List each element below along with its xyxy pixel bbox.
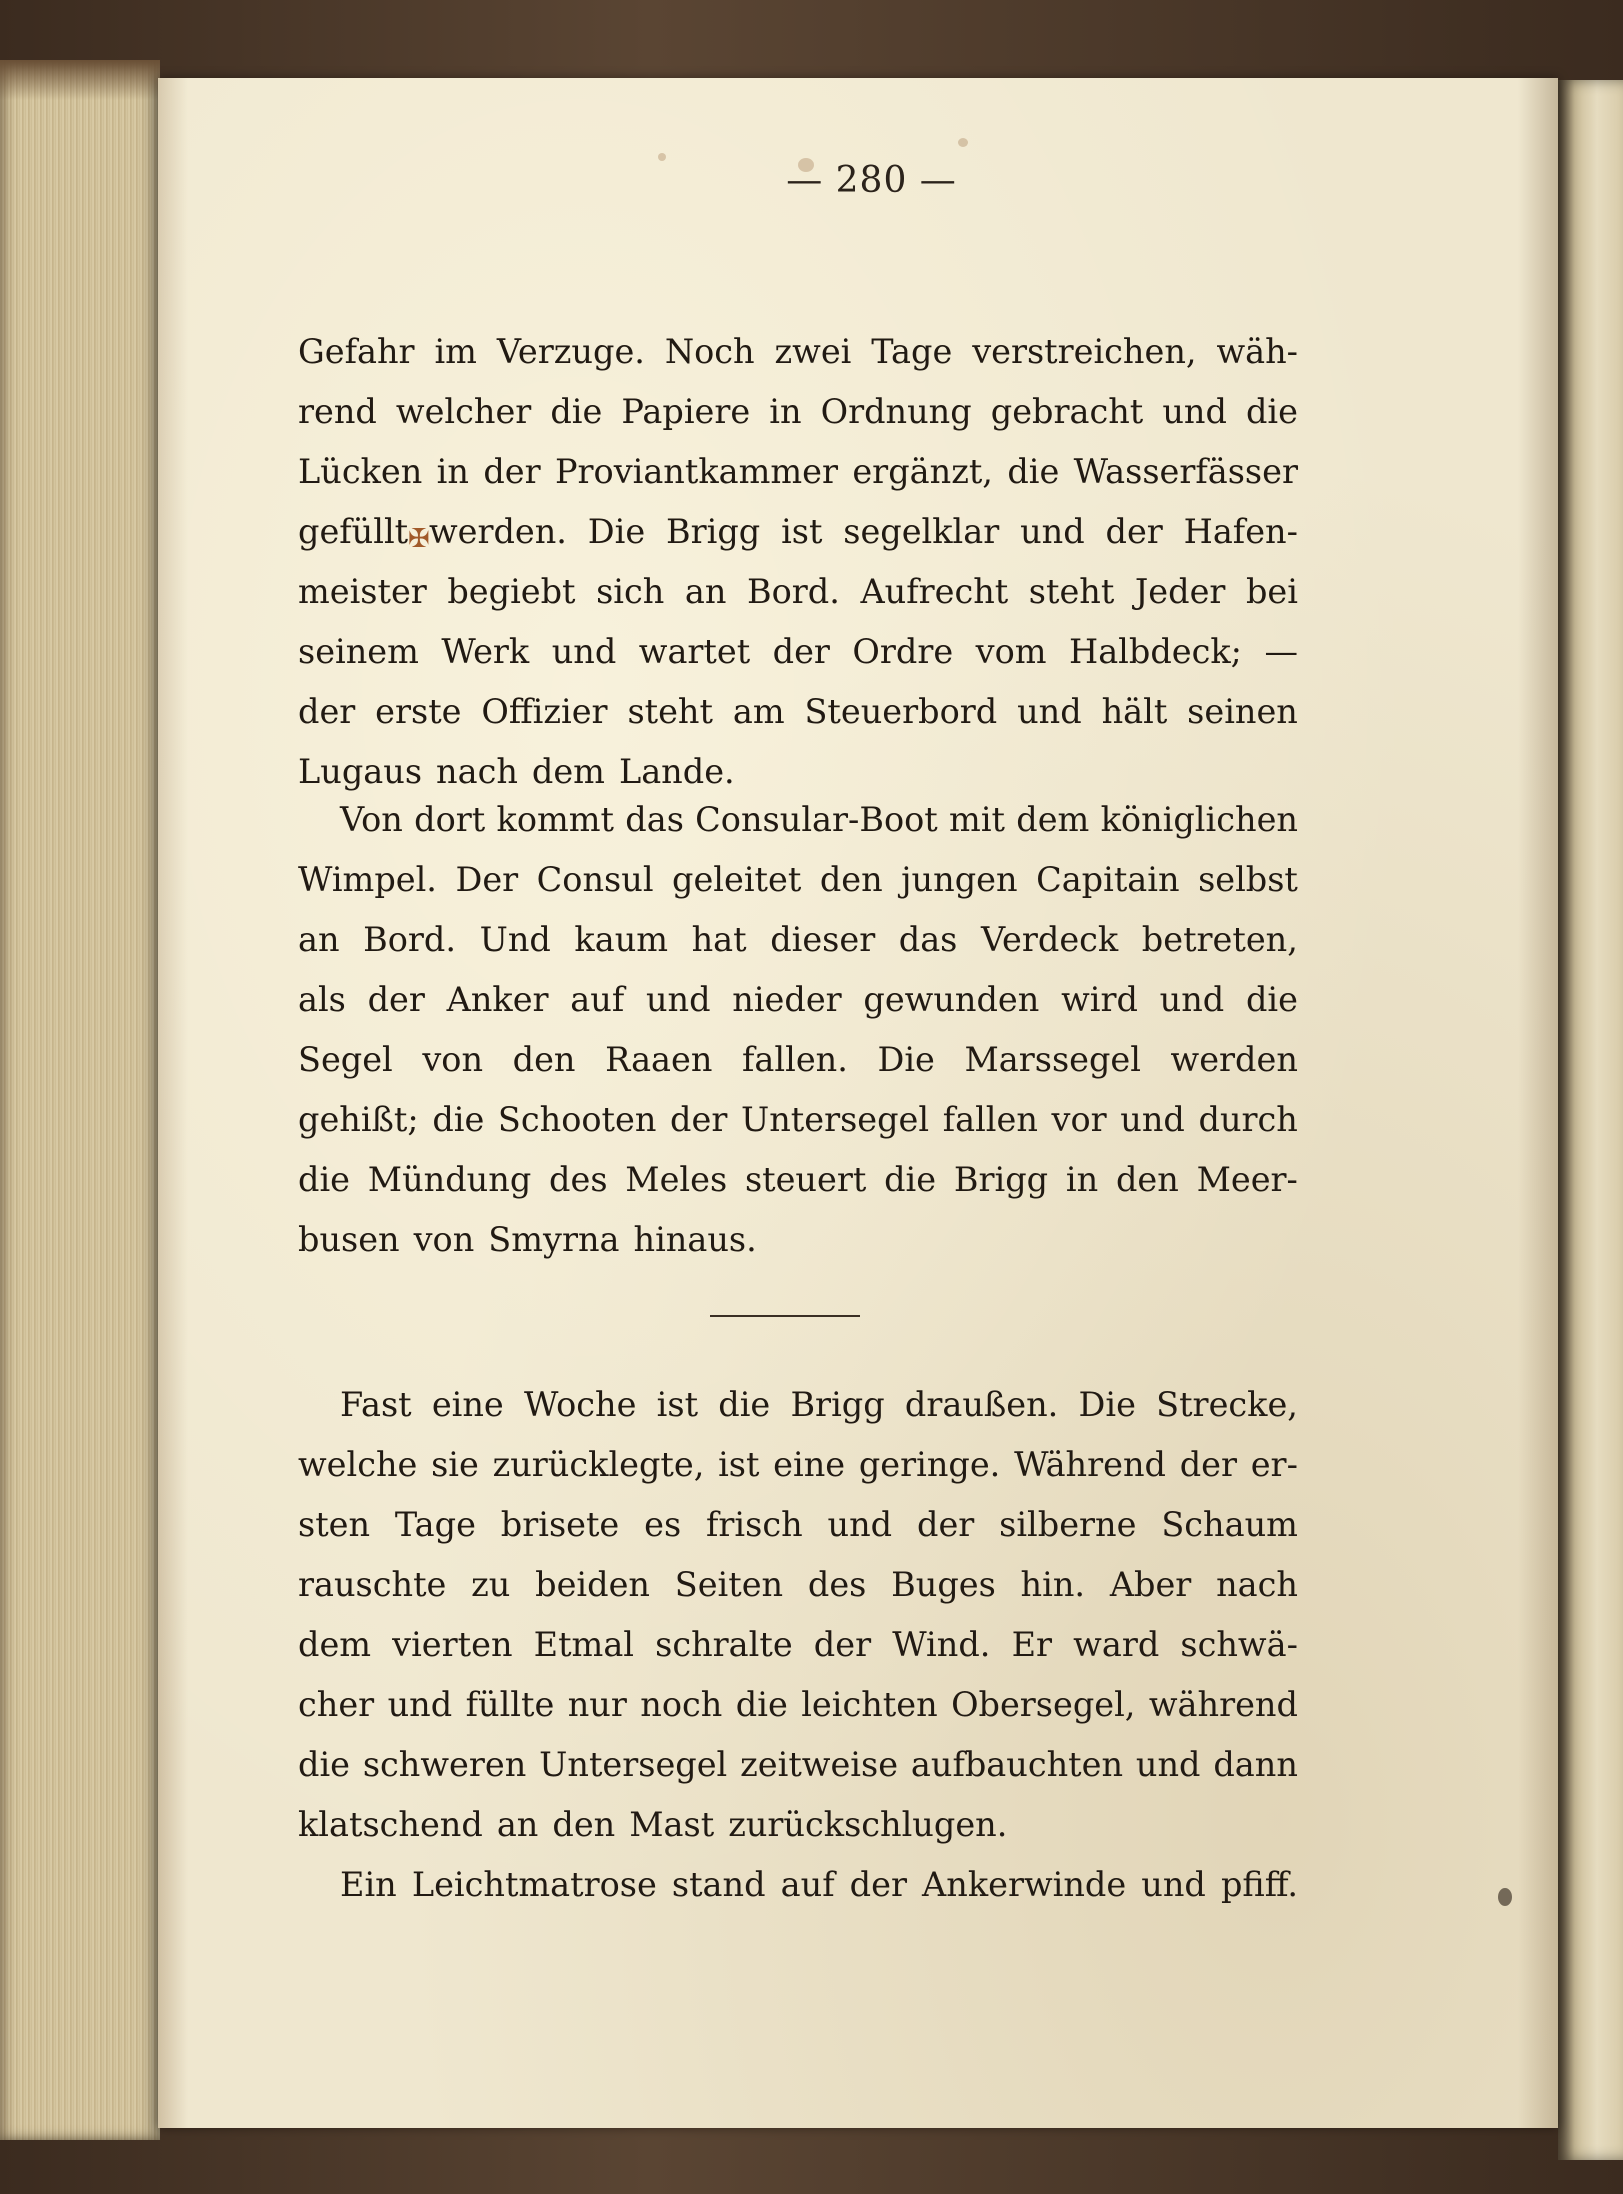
text-line: Fast eine Woche ist die Brigg draußen. Die Strecke, [340, 1385, 1298, 1424]
text-line: dem vierten Etmal schralte der Wind. Er ward schwä- [298, 1625, 1298, 1664]
page-number: — 280 — [786, 160, 957, 201]
right-page-sliver [1558, 80, 1623, 2160]
text-line: Von dort kommt das Consular-Boot mit dem königlichen [340, 800, 1298, 839]
text-line: die Mündung des Meles steuert die Brigg in den Meer- [298, 1160, 1298, 1199]
text-line: Wimpel. Der Consul geleitet den jungen Capitain selbst [298, 860, 1298, 899]
paragraph-2 [298, 790, 1298, 1270]
text-line: als der Anker auf und nieder gewunden wird und die [298, 980, 1298, 1019]
text-line: Lugaus nach dem Lande. [298, 752, 735, 791]
text-line: sten Tage brisete es frisch und der silberne Schaum [298, 1505, 1298, 1544]
text-line: seinem Werk und wartet der Ordre vom Halbdeck; — [298, 632, 1298, 671]
text-line: die schweren Untersegel zeitweise aufbauchten und dann [298, 1745, 1298, 1784]
paper-stain [1498, 1888, 1512, 1906]
text-line: cher und füllte nur noch die leichten Obersegel, während [298, 1685, 1298, 1724]
paper-stain [958, 138, 968, 147]
text-line: der erste Offizier steht am Steuerbord und hält seinen [298, 692, 1298, 731]
text-line: Lücken in der Proviantkammer ergänzt, die Wasserfässer [298, 452, 1298, 491]
text-line: Segel von den Raaen fallen. Die Marssegel werden [298, 1040, 1298, 1079]
paragraph-3 [298, 1375, 1298, 1855]
left-page-edges [0, 60, 160, 2140]
text-line: welche sie zurücklegte, ist eine geringe. Während der er- [298, 1445, 1298, 1484]
text-line: klatschend an den Mast zurückschlugen. [298, 1805, 1008, 1844]
text-line: Gefahr im Verzuge. Noch zwei Tage verstreichen, wäh- [298, 332, 1298, 371]
text-line: busen von Smyrna hinaus. [298, 1220, 757, 1259]
text-line: rauschte zu beiden Seiten des Buges hin. Aber nach [298, 1565, 1298, 1604]
text-line: rend welcher die Papiere in Ordnung gebracht und die [298, 392, 1298, 431]
text-line: meister begiebt sich an Bord. Aufrecht steht Jeder bei [298, 572, 1298, 611]
margin-mark-icon: ✠ [408, 524, 430, 554]
text-line: gehißt; die Schooten der Untersegel fallen vor und durch [298, 1100, 1298, 1139]
paragraph-4 [298, 1855, 1298, 1915]
paragraph-1 [298, 322, 1298, 802]
text-line: an Bord. Und kaum hat dieser das Verdeck betreten, [298, 920, 1298, 959]
text-line: gefüllt werden. Die Brigg ist segelklar und der Hafen- [298, 512, 1298, 551]
text-line: Ein Leichtmatrose stand auf der Ankerwinde und pfiff. [340, 1865, 1298, 1904]
section-divider [710, 1315, 860, 1317]
